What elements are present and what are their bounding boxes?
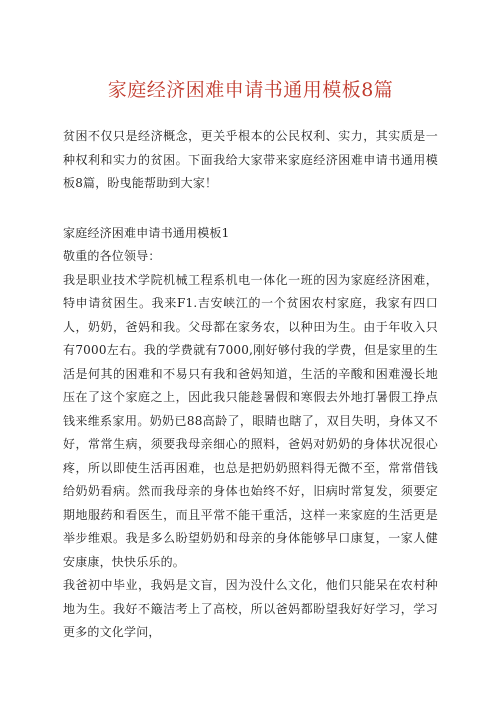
- section-gap: [63, 196, 438, 222]
- page-title: 家庭经济困难申请书通用模板8篇: [107, 79, 394, 101]
- body-paragraph-1: 我是职业技术学院机械工程系机电一体化一班的因为家庭经济困难，特申请贫困生。我来F1.吉安峡江的一个贫困农村家庭，我家有四口人，奶奶，爸妈和我。父母都在家务农，以种田为生。由于年收入只有7000左右。我的学费就有7000,刚好够付我的学费，但是家里的生活是何其的困难和不易只有我和爸妈知道，生活的辛酸和困难漫长地压在了这个家庭之上，因此我只能趁暑假和寒假去外地打暑假工挣点钱来维系家用。奶奶已88高龄了，眼睛也瞎了，双目失明，身体又不好，常常生病，须要我母亲细心的照料，爸妈对奶奶的身体状况很心疼，所以即使生活再困难，也总是把奶奶照料得无微不至，常常借钱给奶奶看病。然而我母亲的身体也始终不好，旧病时常复发，须要定期地服药和看医生，而且平常不能干重活，这样一来家庭的生活更是举步维艰。我是多么盼望奶奶和母亲的身体能够早口康复，一家人健安康康，快快乐乐的。: [63, 272, 438, 569]
- body-paragraph-2: 我爸初中毕业，我妈是文盲，因为没什么文化，他们只能呆在农村种地为生。我好不簸洁考上了高校，所以爸妈都盼望我好好学习，学习更多的文化学问，: [63, 578, 438, 639]
- intro-paragraph: 贫困不仅只是经济概念，更关乎根本的公民权利、实力，其实质是一种权利和实力的贫困。下面我给大家带来家庭经济困难申请书通用模板8篇，盼曳能帮助到大家！: [63, 129, 438, 190]
- section-heading: 家庭经济困难申请书通用模板1: [63, 225, 230, 240]
- salutation: 敬重的各位领导：: [63, 249, 161, 263]
